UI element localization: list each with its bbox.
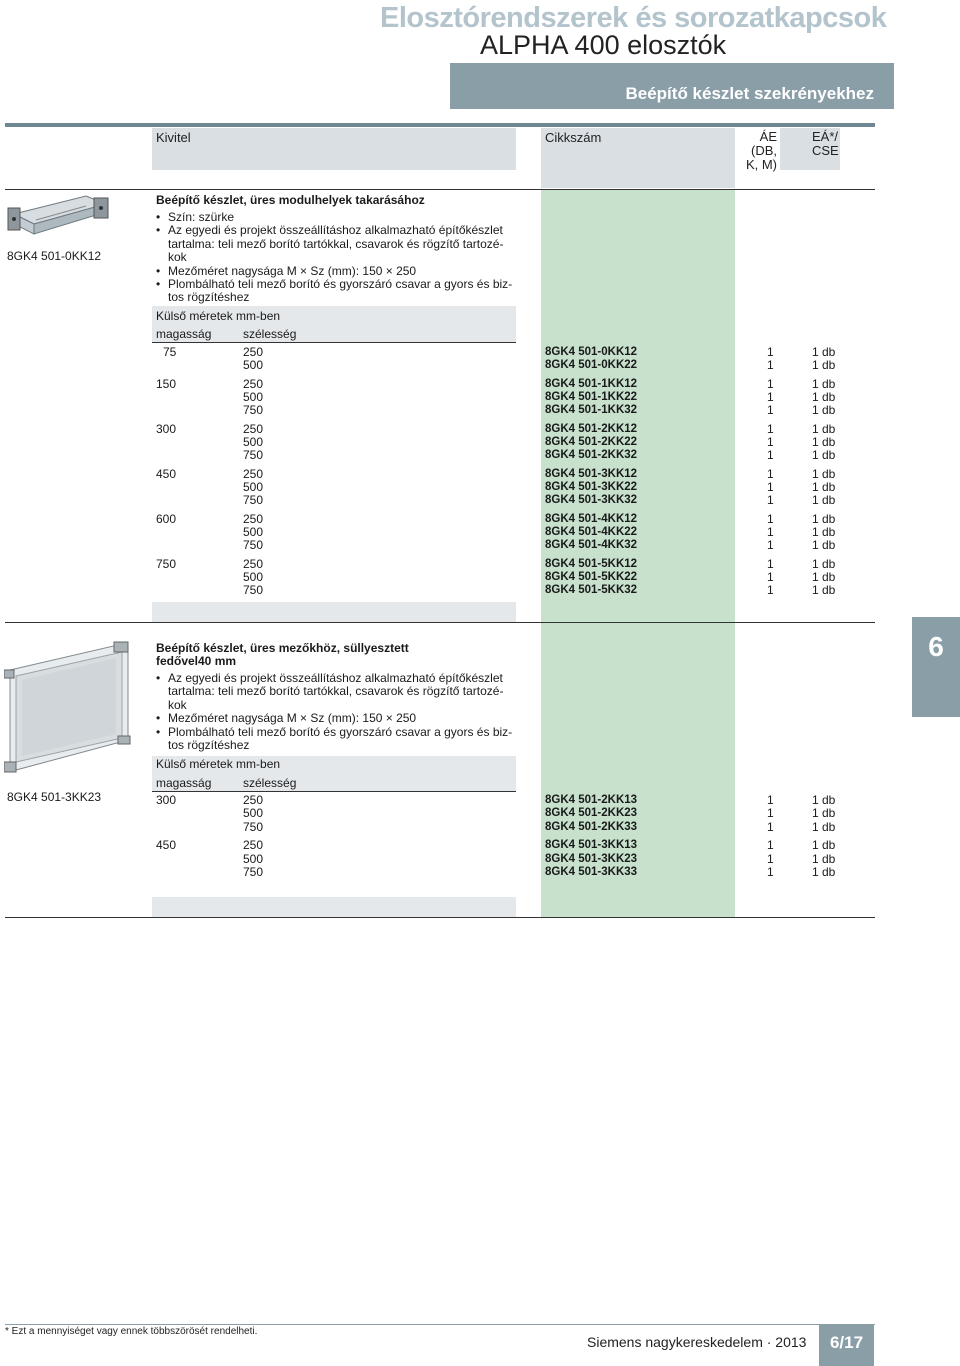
width-cell: 250 [243, 557, 264, 571]
ae-value: 1 [767, 480, 774, 494]
column-header-ae-line1: ÁE [759, 129, 777, 144]
ae-value: 1 [767, 403, 774, 417]
order-code[interactable]: 8GK4 501-5KK12 [545, 558, 638, 570]
section-footer-band-2 [152, 897, 516, 917]
width-cell: 250 [243, 345, 264, 359]
height-cell: 750 [156, 557, 177, 571]
section-band-label: Beépítő készlet szekrényekhez [625, 84, 874, 103]
feature-item: • Mezőméret nagysága M × Sz (mm): 150 × 250 [156, 265, 516, 278]
order-code[interactable]: 8GK4 501-4KK12 [545, 513, 638, 525]
order-code[interactable]: 8GK4 501-3KK33 [545, 866, 638, 878]
order-code[interactable]: 8GK4 501-0KK12 [545, 346, 638, 358]
ae-value: 1 [767, 806, 774, 820]
publisher-label: Siemens nagykereskedelem · 2013 [587, 1334, 807, 1350]
column-header-cikkszam: Cikkszám [545, 130, 602, 145]
order-code[interactable]: 8GK4 501-0KK22 [545, 359, 638, 371]
ea-value: 1 db [812, 806, 836, 820]
ea-value: 1 db [812, 403, 836, 417]
chapter-tab[interactable] [912, 617, 960, 717]
height-cell: 450 [156, 467, 177, 481]
order-code[interactable]: 8GK4 501-3KK12 [545, 468, 638, 480]
ae-value: 1 [767, 358, 774, 372]
order-code[interactable]: 8GK4 501-5KK32 [545, 584, 638, 596]
ea-value: 1 db [812, 422, 836, 436]
ae-value: 1 [767, 570, 774, 584]
feature-list-2 [156, 672, 516, 752]
column-header-kivitel: Kivitel [156, 130, 191, 145]
width-cell: 250 [243, 793, 264, 807]
section-divider-1 [5, 622, 875, 623]
width-cell: 750 [243, 865, 264, 879]
product-image-mounting-rail [6, 194, 112, 242]
order-code[interactable]: 8GK4 501-2KK32 [545, 449, 638, 461]
height-cell: 600 [156, 512, 177, 526]
width-cell: 750 [243, 583, 264, 597]
order-code[interactable]: 8GK4 501-4KK32 [545, 539, 638, 551]
width-cell: 500 [243, 435, 264, 449]
column-header-ae [735, 130, 777, 172]
width-cell: 750 [243, 538, 264, 552]
chapter-tab-label: 6 [928, 631, 944, 662]
section-title-2-line2: fedővel40 mm [156, 654, 237, 668]
product-image-label-2: 8GK4 501-3KK23 [7, 790, 102, 804]
product-image-cover-panel [4, 640, 132, 780]
ea-value: 1 db [812, 570, 836, 584]
footnote: * Ezt a mennyiséget vagy ennek többszörösét rendelheti. [5, 1326, 258, 1337]
ea-value: 1 db [812, 852, 836, 866]
ae-value: 1 [767, 820, 774, 834]
ae-value: 1 [767, 467, 774, 481]
height-cell: 450 [156, 838, 177, 852]
column-header-ae-line2: (DB, [751, 143, 777, 158]
ea-value: 1 db [812, 390, 836, 404]
ae-value: 1 [767, 583, 774, 597]
dims-col-width-1: szélesség [243, 327, 297, 341]
product-image-label-1: 8GK4 501-0KK12 [7, 249, 102, 263]
order-code[interactable]: 8GK4 501-1KK12 [545, 378, 638, 390]
ae-value: 1 [767, 377, 774, 391]
ea-value: 1 db [812, 793, 836, 807]
order-code[interactable]: 8GK4 501-2KK22 [545, 436, 638, 448]
column-header-ea [812, 130, 839, 158]
order-code[interactable]: 8GK4 501-2KK33 [545, 821, 638, 833]
ea-value: 1 db [812, 820, 836, 834]
page-number-box [819, 1324, 874, 1366]
ae-value: 1 [767, 422, 774, 436]
ae-value: 1 [767, 493, 774, 507]
ae-value: 1 [767, 557, 774, 571]
width-cell: 500 [243, 390, 264, 404]
dims-header-divider-1 [152, 342, 516, 343]
dims-label-1: Külső méretek mm-ben [156, 309, 281, 323]
ea-value: 1 db [812, 557, 836, 571]
ea-value: 1 db [812, 512, 836, 526]
ae-value: 1 [767, 345, 774, 359]
column-header-ae-line3: K, M) [745, 157, 777, 172]
ea-value: 1 db [812, 345, 836, 359]
section-footer-band-1 [152, 602, 516, 622]
width-cell: 500 [243, 570, 264, 584]
width-cell: 250 [243, 377, 264, 391]
section-title-2-line1: Beépítő készlet, üres mezőkhöz, süllyesztett [156, 641, 409, 655]
feature-item: • Az egyedi és projekt összeállításhoz alkalmazható építőkészlet tartalma: teli mező borító tartókkal, csavarok és rögzítő tartozékok [156, 672, 516, 712]
footer-divider [5, 1324, 875, 1325]
height-cell: 300 [156, 422, 177, 436]
order-code[interactable]: 8GK4 501-1KK32 [545, 404, 638, 416]
ea-value: 1 db [812, 493, 836, 507]
feature-list-1 [156, 211, 516, 305]
section-title-1: Beépítő készlet, üres modulhelyek takarásához [156, 193, 425, 207]
order-code[interactable]: 8GK4 501-3KK32 [545, 494, 638, 506]
dims-col-width-2: szélesség [243, 776, 297, 790]
width-cell: 250 [243, 467, 264, 481]
header-divider [5, 123, 875, 127]
width-cell: 750 [243, 493, 264, 507]
dims-col-height-2: magasság [156, 776, 212, 790]
width-cell: 250 [243, 512, 264, 526]
dims-header-divider-2 [152, 791, 516, 792]
column-header-kivitel-cell [152, 128, 516, 170]
order-code[interactable]: 8GK4 501-3KK23 [545, 853, 638, 865]
column-header-ea-line1: EÁ*/ [812, 129, 839, 144]
width-cell: 500 [243, 852, 264, 866]
ea-value: 1 db [812, 583, 836, 597]
order-code[interactable]: 8GK4 501-2KK12 [545, 423, 638, 435]
height-cell: 300 [156, 793, 177, 807]
ea-value: 1 db [812, 358, 836, 372]
order-code[interactable]: 8GK4 501-5KK22 [545, 571, 638, 583]
ae-value: 1 [767, 390, 774, 404]
page-subtitle: ALPHA 400 elosztók [480, 30, 727, 60]
dims-col-height-1: magasság [156, 327, 212, 341]
ea-value: 1 db [812, 377, 836, 391]
ae-value: 1 [767, 852, 774, 866]
width-cell: 500 [243, 806, 264, 820]
page-title: Elosztórendszerek és sorozatkapcsok [380, 2, 887, 34]
order-code[interactable]: 8GK4 501-2KK23 [545, 807, 638, 819]
feature-item: • Az egyedi és projekt összeállításhoz alkalmazható építőkészlet tartalma: teli mező borító tartókkal, csavarok és rögzítő tartozékok [156, 224, 516, 264]
ae-value: 1 [767, 865, 774, 879]
column-header-ea-line2: CSE [812, 143, 839, 158]
ea-value: 1 db [812, 435, 836, 449]
width-cell: 500 [243, 525, 264, 539]
feature-item: • Mezőméret nagysága M × Sz (mm): 150 × 250 [156, 712, 516, 725]
order-code[interactable]: 8GK4 501-3KK22 [545, 481, 638, 493]
feature-item: • Plombálható teli mező borító és gyorszáró csavar a gyors és biztos rögzítéshez [156, 726, 516, 753]
dims-label-2: Külső méretek mm-ben [156, 757, 281, 771]
width-cell: 750 [243, 403, 264, 417]
ea-value: 1 db [812, 467, 836, 481]
ea-value: 1 db [812, 838, 836, 852]
order-code[interactable]: 8GK4 501-2KK13 [545, 794, 638, 806]
height-cell: 75 [163, 345, 177, 359]
ae-value: 1 [767, 512, 774, 526]
width-cell: 750 [243, 448, 264, 462]
ae-value: 1 [767, 793, 774, 807]
order-code[interactable]: 8GK4 501-3KK13 [545, 839, 638, 851]
feature-item: • Plombálható teli mező borító és gyorszáró csavar a gyors és biztos rögzítéshez [156, 278, 516, 305]
section-divider-2 [5, 917, 875, 918]
ae-value: 1 [767, 435, 774, 449]
column-header-divider [5, 189, 875, 190]
width-cell: 250 [243, 422, 264, 436]
ea-value: 1 db [812, 865, 836, 879]
width-cell: 250 [243, 838, 264, 852]
ae-value: 1 [767, 525, 774, 539]
ae-value: 1 [767, 538, 774, 552]
page-number: 6/17 [829, 1333, 864, 1352]
ae-value: 1 [767, 838, 774, 852]
ea-value: 1 db [812, 480, 836, 494]
height-cell: 150 [156, 377, 177, 391]
width-cell: 500 [243, 358, 264, 372]
section-band [450, 63, 894, 109]
width-cell: 500 [243, 480, 264, 494]
width-cell: 750 [243, 820, 264, 834]
order-code[interactable]: 8GK4 501-4KK22 [545, 526, 638, 538]
ea-value: 1 db [812, 448, 836, 462]
ea-value: 1 db [812, 525, 836, 539]
ae-value: 1 [767, 448, 774, 462]
feature-item: • Szín: szürke [156, 211, 516, 224]
ea-value: 1 db [812, 538, 836, 552]
order-code[interactable]: 8GK4 501-1KK22 [545, 391, 638, 403]
